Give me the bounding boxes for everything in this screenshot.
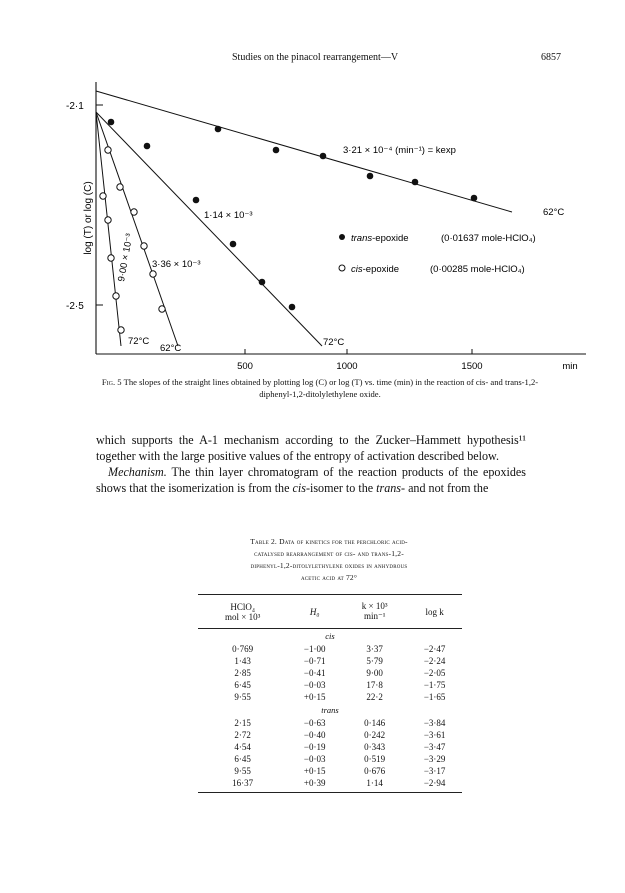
- page-number: 6857: [541, 52, 561, 63]
- legend-cis-suffix: -epoxide: [362, 264, 400, 275]
- table-cell: −0·63: [303, 718, 326, 728]
- header-text: mol × 10³: [225, 611, 261, 622]
- table-row: [198, 667, 462, 679]
- table-cell: −3·29: [423, 754, 446, 764]
- table-cell: 0·242: [364, 730, 386, 740]
- trans-slow-temp-label: 62°C: [543, 207, 565, 218]
- table-row: [198, 741, 462, 753]
- table-cell: −3·47: [423, 742, 446, 752]
- table-cell: 0·676: [364, 766, 386, 776]
- paragraph-2-text: - and not from the: [401, 481, 489, 495]
- table-cell: 6·45: [234, 680, 251, 690]
- data-point: [113, 293, 119, 299]
- cis-slow-rate-label: 3·36 × 10⁻³: [152, 259, 201, 270]
- table-cell: +0·15: [303, 692, 326, 702]
- data-point: [141, 243, 147, 249]
- table-row: [198, 777, 462, 789]
- data-point: [117, 184, 123, 190]
- section-label: cis: [325, 631, 335, 641]
- table-cell: 17·8: [366, 680, 383, 690]
- table-row: [198, 717, 462, 729]
- trans-slow-rate-label: 3·21 × 10⁻⁴ (min⁻¹) = kexp: [343, 145, 456, 156]
- legend-trans-suffix: -epoxide: [372, 233, 409, 244]
- table-cell: 0·519: [364, 754, 386, 764]
- paragraph-1: which supports the A-1 mechanism according to the Zucker–Hammett hypothesis¹¹ together with the large positive values of the entropy of activation described below.: [96, 433, 526, 463]
- data-point: [105, 217, 111, 223]
- table-cell: −0·41: [303, 668, 326, 678]
- y-tick-label: -2·1: [66, 101, 84, 112]
- data-point: [289, 304, 296, 311]
- legend-trans-conc: (0·01637 mole-HClO₄): [441, 233, 536, 244]
- body-text: [96, 432, 526, 496]
- data-point: [131, 209, 137, 215]
- kinetics-figure: [0, 0, 625, 380]
- legend-trans: [351, 233, 409, 244]
- table-section-row: [198, 703, 462, 717]
- table-cell: 0·343: [364, 742, 386, 752]
- trans-fast-rate-label: 1·14 × 10⁻³: [204, 210, 253, 221]
- data-point: [150, 271, 156, 277]
- table-title-line: Table 2. Data of kinetics for the perchloric acid-: [250, 537, 408, 546]
- table-title-line: catalysed rearrangement of cis- and trans-1,2-: [254, 549, 404, 558]
- table-title-line: acetic acid at 72°: [300, 573, 358, 582]
- caption-text: The slopes of the straight lines obtained by plotting log (C) or log (T) vs. time (min) in the reaction of cis- and trans-1,2-diphenyl-1,2-ditolylethylene oxide.: [121, 377, 539, 399]
- data-point: [108, 119, 115, 126]
- header-text: min⁻¹: [363, 611, 386, 621]
- x-tick-label: 1000: [336, 361, 358, 372]
- cis-fast-temp-label: 72°C: [128, 336, 150, 347]
- table-cell: 3·37: [366, 644, 383, 654]
- cis-term: cis: [292, 481, 306, 495]
- figure-caption: [100, 376, 540, 400]
- x-unit-label: min: [562, 361, 578, 372]
- table-cell: 16·37: [232, 778, 254, 788]
- data-point: [367, 173, 374, 180]
- table-cell: −3·61: [423, 730, 446, 740]
- table-cell: 2·72: [234, 730, 251, 740]
- section-label: trans: [321, 705, 339, 715]
- table-row: [198, 753, 462, 765]
- table-row: [198, 765, 462, 777]
- data-point: [412, 179, 419, 186]
- table-cell: −0·19: [303, 742, 326, 752]
- trans-fast-temp-label: 72°C: [323, 337, 345, 348]
- y-axis-label: log (T) or log (C): [83, 181, 94, 255]
- filled-marker-icon: [339, 234, 345, 240]
- figure-label: Fig. 5: [101, 377, 122, 387]
- open-marker-icon: [339, 265, 345, 271]
- paragraph-2-text: The thin layer chromatogram of the reaction products of the epoxides shows that the isomerization is from the: [96, 465, 526, 495]
- data-point: [320, 153, 327, 160]
- data-point: [230, 241, 237, 248]
- data-point: [144, 143, 151, 150]
- data-point: [105, 147, 111, 153]
- data-point: [471, 195, 478, 202]
- cis-slow-temp-label: 62°C: [160, 343, 182, 354]
- table-cell: −0·03: [303, 754, 326, 764]
- col-header-hclo4: [198, 595, 287, 623]
- running-title: Studies on the pinacol rearrangement—V: [232, 52, 399, 63]
- data-point: [193, 197, 200, 204]
- data-point: [100, 193, 106, 199]
- table-cell: −2·05: [423, 668, 446, 678]
- table-body: [198, 629, 462, 790]
- table-cell: −1·65: [423, 692, 446, 702]
- section-lead: Mechanism.: [108, 465, 167, 479]
- table-cell: −0·03: [303, 680, 326, 690]
- table-row: [198, 691, 462, 703]
- col-header-k: [342, 595, 407, 623]
- table-cell: 1·14: [366, 778, 383, 788]
- y-tick-label: -2·5: [66, 301, 84, 312]
- figure-legend: [339, 233, 536, 275]
- table-cell: −2·24: [423, 656, 446, 666]
- table-cell: 9·00: [366, 668, 383, 678]
- table-cell: 9·55: [234, 692, 251, 702]
- table-cell: 4·54: [234, 742, 251, 752]
- data-point: [159, 306, 165, 312]
- legend-cis-conc: (0·00285 mole-HClO₄): [430, 264, 525, 275]
- table-cell: −1·75: [423, 680, 446, 690]
- table-cell: 5·79: [366, 656, 383, 666]
- table-cell: 0·769: [232, 644, 254, 654]
- header-text: k × 10³: [361, 601, 388, 611]
- table-cell: −3·84: [423, 718, 446, 728]
- table-cell: 22·2: [366, 692, 383, 702]
- x-tick-label: 500: [237, 361, 253, 372]
- kinetics-table: [198, 594, 462, 793]
- table-cell: 1·43: [234, 656, 251, 666]
- table-cell: −0·40: [303, 730, 326, 740]
- table-cell: −3·17: [423, 766, 446, 776]
- table-section-row: [198, 629, 462, 644]
- table-cell: 6·45: [234, 754, 251, 764]
- legend-cis: [351, 264, 399, 275]
- table-cell: +0·15: [303, 766, 326, 776]
- legend-trans-prefix: trans: [351, 233, 373, 244]
- cis-fast-rate-label: 9·00 × 10⁻³: [116, 232, 136, 283]
- table-row: [198, 679, 462, 691]
- col-header-h0: H₀: [309, 606, 320, 617]
- col-header-logk: log k: [425, 606, 444, 617]
- data-point: [108, 255, 114, 261]
- table-cell: −0·71: [303, 656, 326, 666]
- x-tick-label: 1500: [461, 361, 483, 372]
- table-title-line: diphenyl-1,2-ditolylethylene oxides in anhydrous: [250, 561, 408, 570]
- trans-term: trans: [376, 481, 402, 495]
- table-row: [198, 643, 462, 655]
- table-title: [200, 536, 458, 584]
- table-row: [198, 655, 462, 667]
- data-point: [273, 147, 280, 154]
- table-cell: +0·39: [303, 778, 326, 788]
- table-cell: 9·55: [234, 766, 251, 776]
- legend-cis-prefix: cis: [351, 264, 363, 275]
- table-cell: 0·146: [364, 718, 386, 728]
- paragraph-2: [96, 464, 526, 496]
- table-row: [198, 729, 462, 741]
- data-point: [259, 279, 266, 286]
- header-text: HClO₄: [230, 601, 255, 612]
- table-cell: 2·15: [234, 718, 251, 728]
- data-point: [118, 327, 124, 333]
- table-cell: −1·00: [303, 644, 326, 654]
- data-point: [215, 126, 222, 133]
- table-cell: 2·85: [234, 668, 251, 678]
- table-cell: −2·47: [423, 644, 446, 654]
- table-cell: −2·94: [423, 778, 446, 788]
- paragraph-2-text: -isomer to the: [305, 481, 377, 495]
